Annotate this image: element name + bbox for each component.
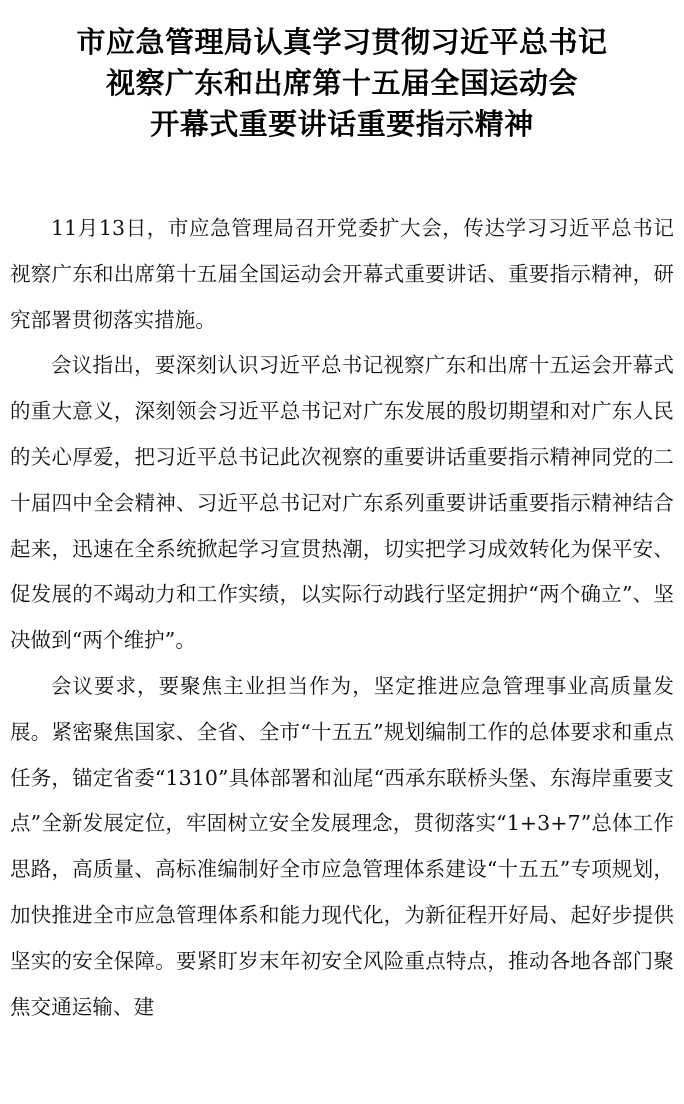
article-title	[0, 0, 684, 145]
paragraph-3: 会议要求，要聚焦主业担当作为，坚定推进应急管理事业高质量发展。紧密聚焦国家、全省、全市“十五五”规划编制工作的总体要求和重点任务，锚定省委“1310”具体部署和汕尾“西承东联桥头堡、东海岸重要支点”全新发展定位，牢固树立安全发展理念，贯彻落实“1+3+7”总体工作思路，高质量、高标准编制好全市应急管理体系建设“十五五”专项规划，加快推进全市应急管理体系和能力现代化，为新征程开好局、起好步提供坚实的安全保障。要紧盯岁末年初安全风险重点特点，推动各地各部门聚焦交通运输、建	[10, 673, 674, 1019]
title-line-2: 视察广东和出席第十五届全国运动会	[105, 66, 578, 100]
paragraph-1: 11月13日，市应急管理局召开党委扩大会，传达学习习近平总书记视察广东和出席第十五届全国运动会开幕式重要讲话、重要指示精神，研究部署贯彻落实措施。	[10, 216, 674, 332]
article-body	[10, 206, 674, 1030]
title-line-1: 市应急管理局认真学习贯彻习近平总书记	[76, 25, 608, 59]
title-line-3: 开幕式重要讲话重要指示精神	[150, 107, 534, 141]
paragraph-2: 会议指出，要深刻认识习近平总书记视察广东和出席十五运会开幕式的重大意义，深刻领会习近平总书记对广东发展的殷切期望和对广东人民的关心厚爱，把习近平总书记此次视察的重要讲话重要指示精神同党的二十届四中全会精神、习近平总书记对广东系列重要讲话重要指示精神结合起来，迅速在全系统掀起学习宣贯热潮，切实把学习成效转化为保平安、促发展的不竭动力和工作实绩，以实际行动践行坚定拥护“两个确立”、坚决做到“两个维护”。	[10, 353, 674, 653]
